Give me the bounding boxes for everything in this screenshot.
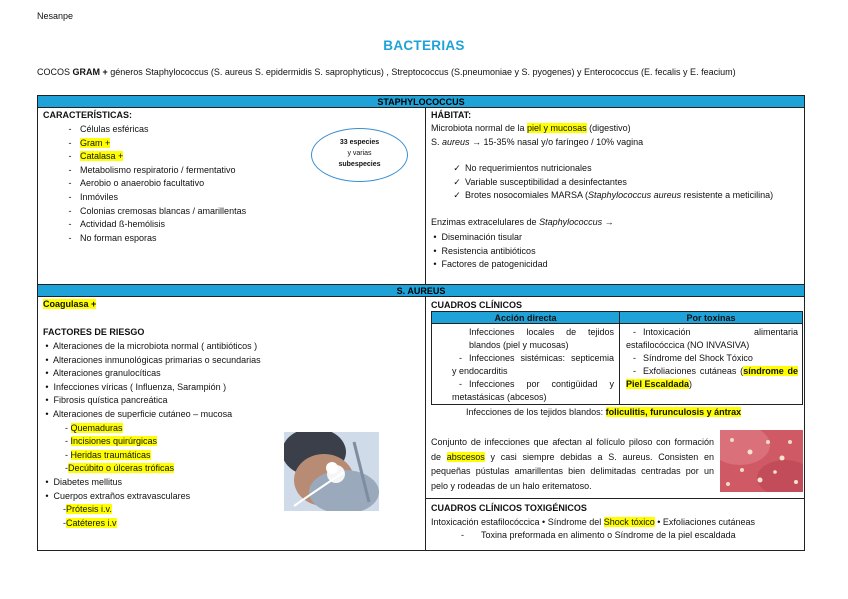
list-item: -Catéteres i.v — [63, 517, 117, 528]
subtitle-prefix: COCOS — [37, 67, 73, 77]
check-icon: ✓ — [453, 176, 461, 187]
table-cell: - Exfoliaciones cutáneas (síndrome de Piel Escaldada) — [626, 366, 799, 389]
list-item: ✓ Variable susceptibilidad a desinfectantes — [449, 176, 773, 190]
check-icon: ✓ — [453, 190, 461, 201]
subtitle-gram: GRAM + — [72, 67, 108, 77]
list-item: • Resistencia antibióticos — [433, 245, 536, 256]
list-item: • Factores de patogenicidad — [433, 259, 548, 270]
list-item: - Heridas traumáticas — [65, 449, 151, 460]
list-item: - Catalasa + — [68, 151, 124, 162]
list-item: - No forman esporas — [68, 232, 157, 243]
toxigenic-line: - Toxina preformada en alimento o Síndrome de la piel escaldada — [461, 530, 736, 540]
list-item: - Actividad ß-hemólisis — [68, 219, 166, 230]
table-cell: Infecciones locales de tejidos blandos (piel y mucosas) — [469, 327, 614, 350]
list-item: ✓ Brotes nosocomiales MARSA (Staphylococcus aureus resistente a meticilina) — [449, 189, 773, 203]
list-item: • Alteraciones granulocíticas — [45, 368, 161, 379]
habitat-title: HÁBITAT: — [431, 110, 472, 120]
table-header-accion-directa: Acción directa — [432, 312, 619, 324]
habitat-checklist — [449, 162, 773, 203]
table-cell: - Infecciones por contigüidad y metastásicas (abcesos) — [452, 379, 614, 402]
list-item: ✓ No requerimientos nutricionales — [449, 162, 773, 176]
check-icon: ✓ — [453, 163, 461, 173]
habitat-line: Microbiota normal de la piel y mucosas (digestivo) — [431, 123, 631, 133]
saureus-divider — [425, 296, 426, 551]
list-item: • Alteraciones de la microbiota normal ( antibióticos ) — [45, 341, 258, 351]
risk-factors-title: FACTORES DE RIESGO — [43, 327, 145, 337]
enzymes-list — [431, 231, 548, 272]
catheter-photo-art — [284, 432, 379, 511]
list-item: - Colonias cremosas blancas / amarillentas — [68, 205, 247, 216]
folliculitis-text: Conjunto de infecciones que afectan al folículo piloso con formación de abscesos y casi siempre debidas a S. aureus. Consisten en pequeñas pústulas amarillentas bien delimitadas centradas por un pelo y rodeadas de un halo eritematoso. — [431, 437, 714, 491]
toxigenic-title: CUADROS CLÍNICOS TOXIGÉNICOS — [431, 503, 587, 513]
list-item: • Fibrosis quística pancreática — [45, 395, 168, 406]
characteristics-title: CARACTERÍSTICAS: — [43, 110, 132, 120]
list-item: • Diseminación tisular — [433, 232, 523, 242]
list-item: - Aerobio o anaerobio facultativo — [68, 178, 205, 189]
toxic-divider — [425, 498, 805, 499]
species-bubble: 33 especies y varias subespecies — [311, 128, 408, 182]
author-label: Nesanpe — [37, 11, 74, 21]
list-item: - Gram + — [68, 137, 111, 148]
enzymes-title: Enzimas extracelulares de Staphylococcus → — [431, 217, 614, 227]
list-item: - Inmóviles — [68, 191, 119, 202]
section-header-s-aureus: S. AUREUS — [37, 284, 805, 297]
staph-divider — [425, 107, 426, 285]
coagulasa-label: Coagulasa + — [43, 299, 97, 309]
list-item: • Diabetes mellitus — [45, 476, 123, 487]
characteristics-list — [60, 123, 246, 245]
table-divider — [619, 312, 620, 405]
list-item: - Quemaduras — [65, 422, 123, 433]
subtitle-rest: géneros Staphylococcus (S. aureus S. epidermidis S. saprophyticus) , Streptococcus (S.pneumoniae y S. pyogenes) y Enterococcus (E. fecalis y E. feacium) — [107, 67, 736, 77]
subtitle — [37, 67, 736, 77]
section-header-staphylococcus: STAPHYLOCOCCUS — [37, 95, 805, 108]
list-item: -Decúbito o úlceras tróficas — [65, 463, 175, 474]
table-cell: - Infecciones sistémicas: septicemia y endocarditis — [452, 353, 614, 376]
clinical-table — [431, 311, 803, 405]
list-item: • Alteraciones de superficie cutáneo – mucosa — [45, 408, 233, 419]
skin-lesion-photo — [720, 430, 803, 492]
list-item: - Células esféricas — [68, 124, 149, 134]
list-item: • Infecciones víricas ( Influenza, Sarampión ) — [45, 381, 227, 392]
catheter-photo — [284, 432, 379, 511]
list-item: • Cuerpos extraños extravasculares — [45, 490, 191, 501]
table-cell: - Síndrome del Shock Tóxico — [633, 353, 753, 363]
table-cell: - Intoxicación alimentaria estafilocóccica (NO INVASIVA) — [626, 327, 798, 350]
soft-tissue-line: Infecciones de los tejidos blandos: foliculitis, furunculosis y ántrax — [466, 407, 742, 417]
risk-factors-list — [43, 340, 261, 530]
skin-lesion-photo-art — [720, 430, 803, 492]
list-item: - Metabolismo respiratorio / fermentativo — [68, 164, 236, 175]
list-item: • Alteraciones inmunológicas primarias o secundarias — [45, 354, 261, 365]
list-item: - Incisiones quirúrgicas — [65, 436, 158, 447]
habitat-line: S. aureus → 15-35% nasal y/o faríngeo / 10% vagina — [431, 137, 644, 147]
toxigenic-line: Intoxicación estafilocóccica • Síndrome del Shock tóxico • Exfoliaciones cutáneas — [431, 517, 755, 527]
table-header-por-toxinas: Por toxinas — [620, 312, 802, 324]
list-item: -Prótesis i.v. — [63, 504, 112, 515]
page-title: BACTERIAS — [383, 38, 465, 53]
clinical-title: CUADROS CLÍNICOS — [431, 300, 523, 310]
